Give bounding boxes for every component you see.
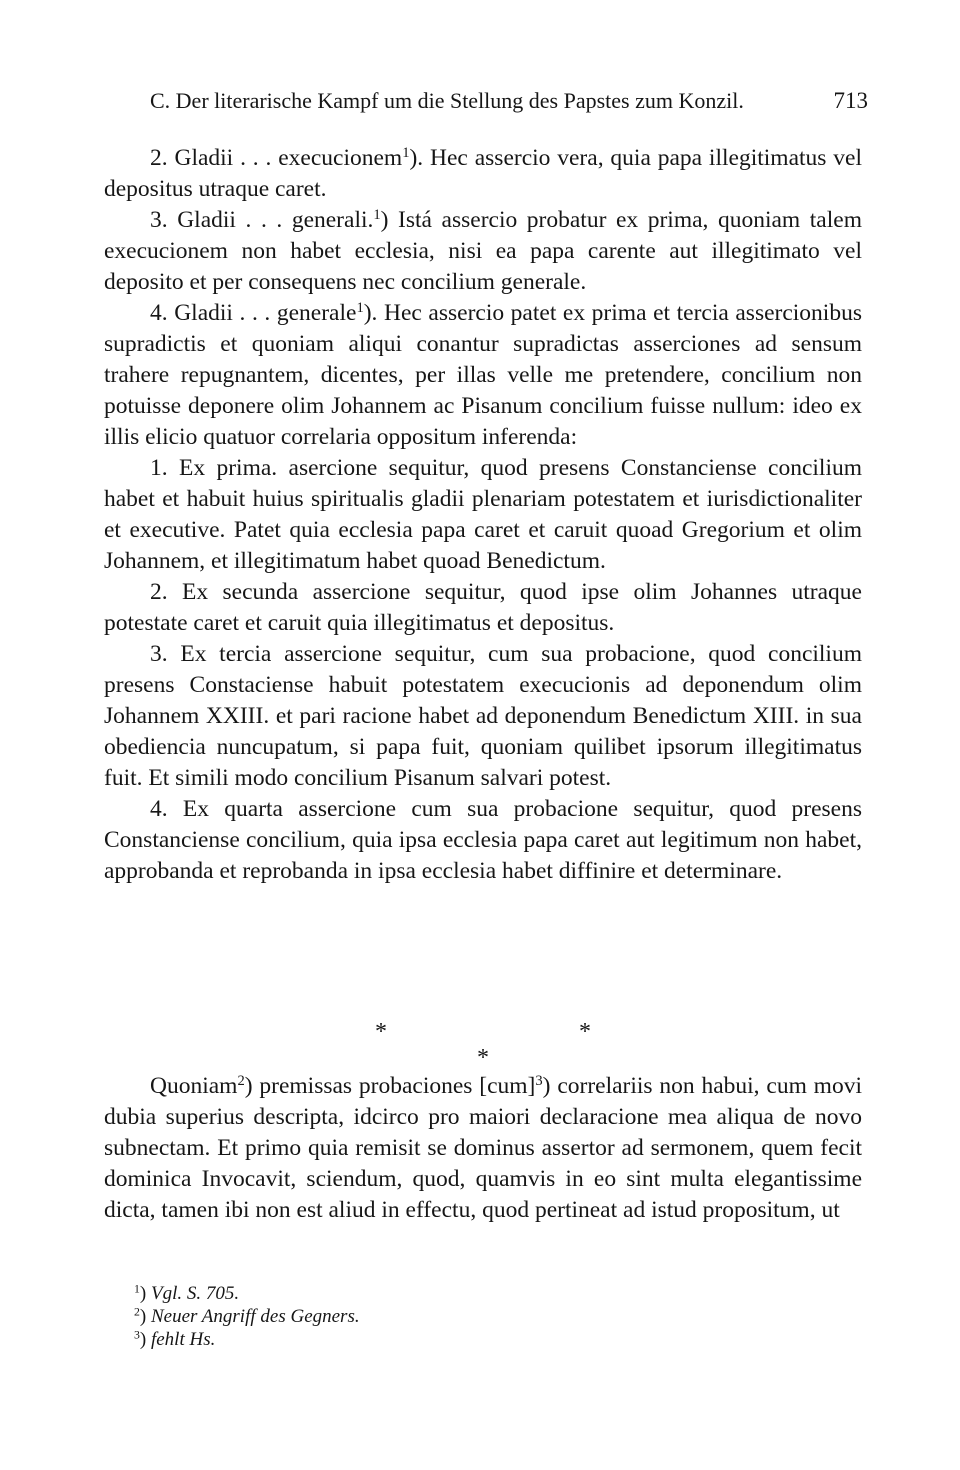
footnote-mark: 2 (134, 1305, 140, 1319)
footnote-text: fehlt Hs. (150, 1329, 216, 1350)
paragraph-lead: Quoniam (150, 1073, 238, 1099)
closing-text (104, 1071, 862, 1226)
paragraph-lead: 4. Gladii . . . generale (150, 300, 357, 326)
footnote-text: Vgl. S. 705. (150, 1283, 240, 1304)
closing-paragraph (104, 1071, 862, 1226)
footnote-ref: 3 (535, 1073, 543, 1089)
paragraph-text: ). Hec assercio patet ex prima et tercia assercionibus supradictis et quoniam aliqui conantur supradictas asserciones ad sensum trahere repugnantem, dicentes, per illas velle me pretendere, concilium non potuisse deponere olim Johannem ac Pisanum concilium fuisse nullum: ideo ex illis elicio quatuor correlaria oppositum inferenda: (104, 300, 862, 450)
correlary-1: 1. Ex prima. asercione sequitur, quod presens Constanciense concilium habet et habuit huius spiritualis gladii plenariam potestatem et iurisdictionaliter et executive. Patet quia ecclesia papa caret et caruit quoad Gregorium et olim Johannem, et illegitimatum habet quoad Benedictum. (104, 455, 862, 574)
asterisk: * (375, 1019, 387, 1045)
paragraph-text: ) premissas probaciones [cum] (244, 1073, 536, 1099)
paragraph-lead: 2. Gladii . . . execucionem (150, 145, 403, 171)
paragraph-text: ) correlariis non habui, cum movi dubia superius descripta, idcirco pro maiori declaracione mea aliqua de novo subnectam. Et primo quia remisit se dominus assertor ad sermonem, quem fecit dominica Invocavit, sciendum, quod, quamvis in eo sint multa elegantissime dicta, tamen ibi non est aliud in effectu, quod pertineat ad istud propositum, ut (104, 1073, 862, 1223)
page-number: 713 (833, 88, 868, 113)
running-title: C. Der literarische Kampf um die Stellung des Papstes zum Konzil. (150, 88, 744, 113)
paragraph-gladii-2 (104, 143, 862, 205)
main-text (104, 143, 862, 887)
paragraph-text: ) Istá assercio probatur ex prima, quoniam talem execucionem non habet ecclesia, nisi ea papa carente aut illegitimato vel deposito et per consequens nec concilium generale. (104, 207, 862, 295)
footnote-mark: 3 (134, 1328, 140, 1342)
paragraph-gladii-3 (104, 205, 862, 298)
correlary-4: 4. Ex quarta assercione cum sua probacione sequitur, quod presens Constanciense concilium, quia ipsa ecclesia papa caret aut legitimum non habet, approbanda et reprobanda in ipsa ecclesia habet diffinire et determinare. (104, 796, 862, 884)
footnotes (134, 1282, 834, 1351)
asterisk: * (579, 1019, 591, 1045)
correlary-3: 3. Ex tercia assercione sequitur, cum sua probacione, quod concilium presens Constaciense habuit potestatem execucionis ad deponendum olim Johannem XXIII. et pari racione habet ad deponendum Benedictum XIII. in sua obediencia nuncupatum, si papa fuit, quoniam quilibet ipsorum illegitimatus fuit. Et simili modo concilium Pisanum salvari potest. (104, 641, 862, 791)
footnote-text: Neuer Angriff des Gegners. (150, 1306, 360, 1327)
footnote-ref: 2 (237, 1073, 245, 1089)
paragraph-lead: 3. Gladii . . . generali. (150, 207, 374, 233)
paragraph-text: ). Hec assercio vera, quia papa illegitimatus vel depositus utraque caret. (104, 145, 862, 202)
paragraph-gladii-4 (104, 298, 862, 453)
footnote-2: $^2$) Neuer Angriff des Gegners. (134, 1305, 360, 1327)
footnote-3: $^3$) fehlt Hs. (134, 1328, 216, 1350)
footnote-mark: 1 (134, 1282, 140, 1296)
footnote-ref: 1 (373, 207, 381, 223)
footnote-ref: 1 (356, 300, 364, 316)
footnote-1: $^1$) Vgl. S. 705. (134, 1282, 240, 1304)
running-head (150, 86, 868, 116)
footnote-ref: 1 (402, 145, 410, 161)
correlary-2: 2. Ex secunda assercione sequitur, quod ipse olim Johannes utraque potestate caret et caruit quia illegitimatus et depositus. (104, 579, 862, 636)
asterisk: * (477, 1045, 489, 1071)
section-asterism (104, 1019, 862, 1071)
